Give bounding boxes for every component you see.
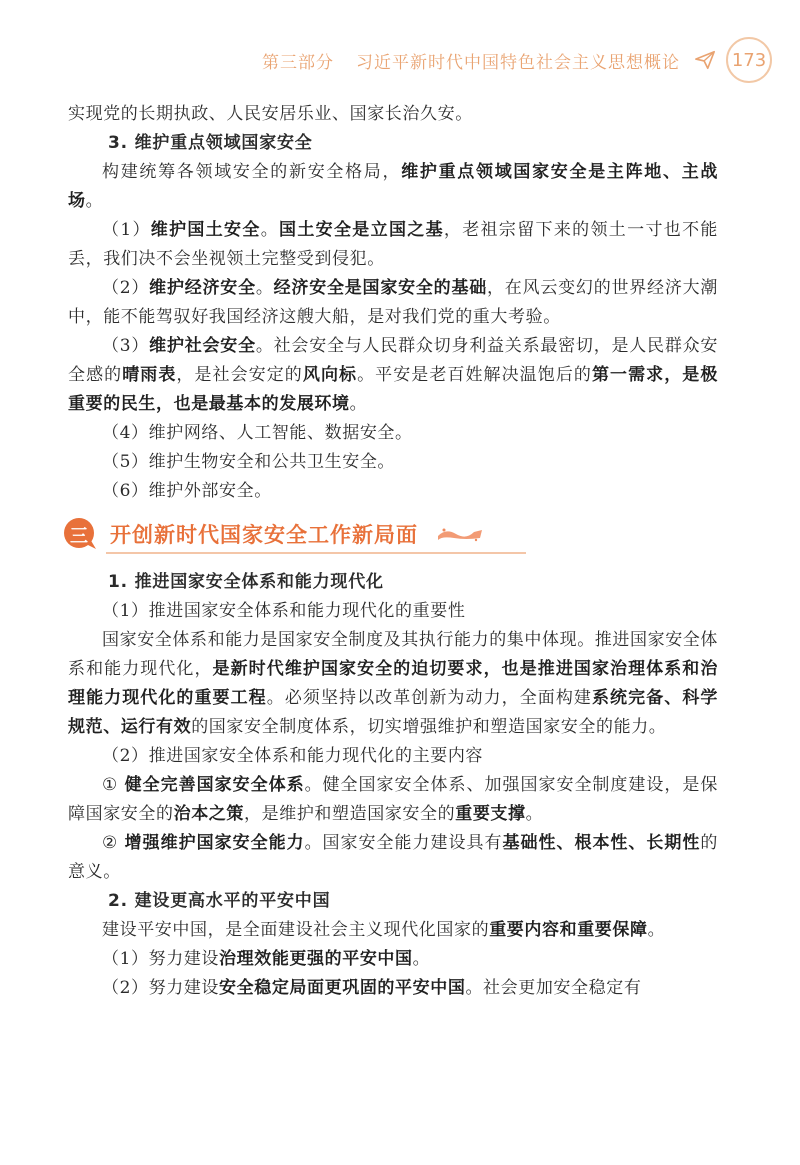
text: 。 [647,920,666,940]
bold-text: 增强维护国家安全能力 [124,833,305,853]
circled-item-2 [68,829,718,887]
item-number: （3） [102,336,150,356]
heading-2: 2. 建设更高水平的平安中国 [108,891,331,911]
text: 。 [260,220,280,240]
paragraph-4 [68,916,718,945]
text: 的国家安全制度体系，切实增强维护和塑造国家安全的能力。 [191,717,667,737]
section-banner [62,512,718,556]
item-2 [68,274,718,332]
bold-text: 风向标 [302,365,358,385]
bold-text: 维护重点领域国家安全是主阵地、主战场 [68,162,718,211]
page-number-text: 173 [731,49,767,71]
subheading-1: （1）推进国家安全体系和能力现代化的重要性 [102,601,466,621]
bold-text: 经济安全是国家安全的基础 [273,278,488,298]
speech-bubble-icon [62,517,100,551]
text: 努力建设 [148,978,220,998]
text: ，老祖宗留下来的领土一寸也不能丢，我们决不会坐视领土完整受到侵犯。 [68,220,718,269]
item-6: （6）维护外部安全。 [102,481,272,501]
text: 。健全国家安全体系、加强国家安全制度建设，是保障国家安全的 [68,775,718,824]
text: 努力建设 [148,949,220,969]
text: 。 [349,394,368,414]
text: 。 [412,949,431,969]
text: 。国家安全能力建设具有 [304,833,503,853]
paragraph-1: 实现党的长期执政、人民安居乐业、国家长治久安。 [68,104,473,124]
bold-text: 维护社会安全 [149,336,256,356]
bold-text: 安全稳定局面更巩固的平安中国 [219,978,466,998]
section-title: 开创新时代国家安全工作新局面 [110,523,418,547]
bold-text: 基础性、根本性、长期性 [502,833,701,853]
circled-number: ① [102,775,119,795]
text: ，是社会安定的 [176,365,303,385]
header-part: 第三部分 [262,52,334,73]
item-5: （5）维护生物安全和公共卫生安全。 [102,452,396,472]
text: 。社会安全与人民群众切身利益关系最密切，是人民群众安全感的 [68,336,718,385]
circled-item-1 [68,771,718,829]
main-content [68,100,718,1003]
item-number: （2） [102,278,150,298]
bold-text: 重要支撑 [455,804,526,824]
item-1 [68,216,718,274]
text: 。 [525,804,544,824]
text: 。 [85,191,104,211]
banner-underline [106,552,526,554]
bold-text: 维护经济安全 [149,278,256,298]
item-4: （4）维护网络、人工智能、数据安全。 [102,423,413,443]
bold-text: 国土安全是立国之基 [279,220,444,240]
paragraph-3 [68,626,718,742]
bold-text: 晴雨表 [122,365,177,385]
bold-text: 系统完备、科学规范、运行有效 [68,688,718,737]
text: 。必须坚持以改革创新为动力，全面构建 [266,688,592,708]
circled-number: ② [102,833,119,853]
text: ，是维护和塑造国家安全的 [244,804,456,824]
bold-text: 治本之策 [173,804,245,824]
item-number: （2） [102,978,149,998]
bold-text: 是新时代维护国家安全的迫切要求，也是推进国家治理体系和治理能力现代化的重要工程 [68,659,718,708]
text: 。社会更加安全稳定有 [465,978,642,998]
text: 。平安是老百姓解决温饱后的 [357,365,592,385]
bold-text: 维护国土安全 [150,220,261,240]
subheading-2: （2）推进国家安全体系和能力现代化的主要内容 [102,746,484,766]
text: 构建统筹各领域安全的新安全格局， [102,162,402,182]
text: 建设平安中国，是全面建设社会主义现代化国家的 [102,920,490,940]
text: 。 [255,278,274,298]
text: 国家安全体系和能力是国家安全制度及其执行能力的集中体现。推进国家安全体系和能力现代化， [68,630,718,679]
text: ，在风云变幻的世界经济大潮中，能不能驾驭好我国经济这艘大船，是对我们党的重大考验。 [68,278,718,327]
heading-1: 1. 推进国家安全体系和能力现代化 [108,572,384,592]
section-numeral: 三 [70,526,88,547]
item-number: （1） [102,949,149,969]
running-header [262,38,772,82]
bold-text: 重要内容和重要保障 [489,920,648,940]
paper-plane-icon [694,49,716,71]
sec2-item-1 [68,945,718,974]
bold-text: 健全完善国家安全体系 [124,775,305,795]
item-number: （1） [102,220,151,240]
bold-text: 治理效能更强的平安中国 [219,949,413,969]
paragraph-2 [68,158,718,216]
header-title: 习近平新时代中国特色社会主义思想概论 [356,52,680,73]
page-number [726,37,772,83]
sec2-item-2 [68,974,718,1003]
heading-3: 3. 维护重点领域国家安全 [108,133,313,153]
item-3 [68,332,718,419]
text: 的意义。 [68,833,719,882]
brush-stroke-icon [436,526,484,542]
bold-text: 第一需求，是极重要的民生，也是最基本的发展环境 [68,365,718,414]
